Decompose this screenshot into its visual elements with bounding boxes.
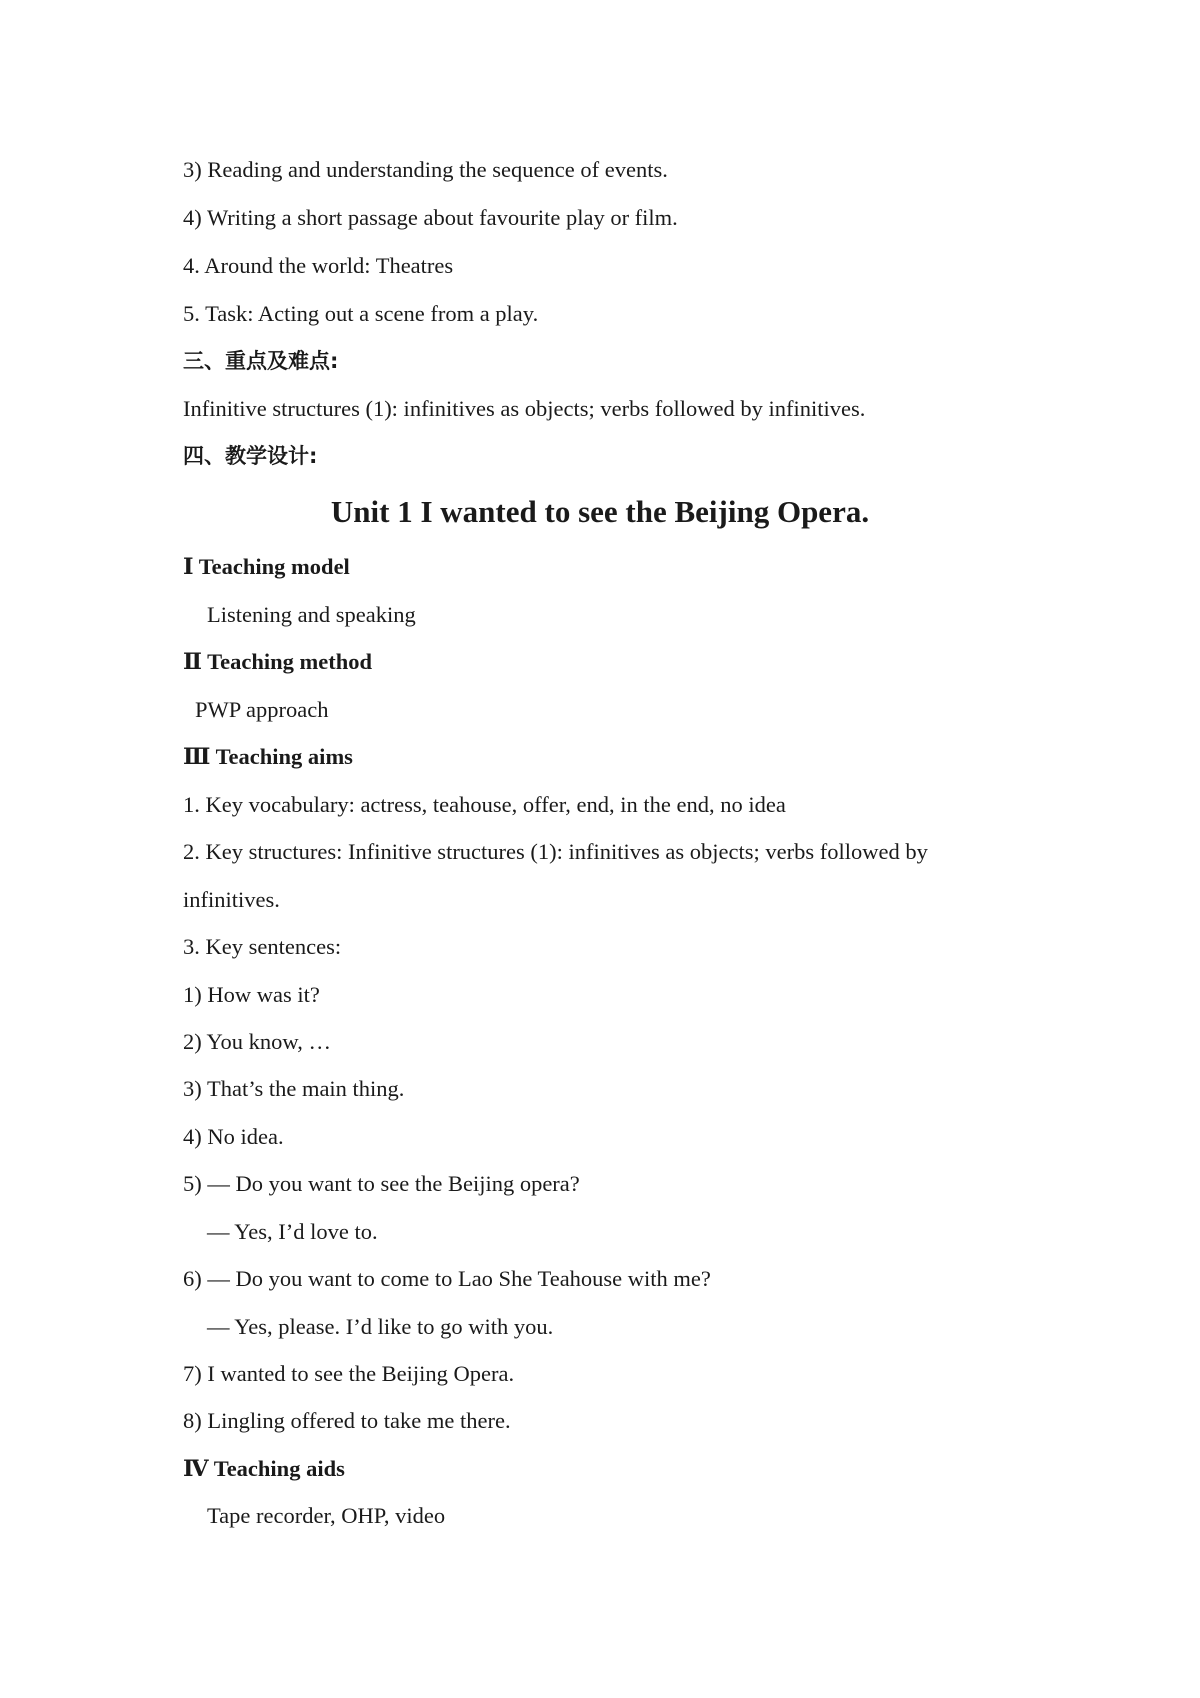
section-heading: Ⅳ Teaching aids <box>183 1456 345 1481</box>
text-line: PWP approach <box>195 697 329 722</box>
text-line: 1) How was it? <box>183 982 320 1007</box>
text-line: Infinitive structures (1): infinitives as objects; verbs followed by infinitives. <box>183 396 866 421</box>
section-heading: 四、教学设计: <box>183 444 318 468</box>
text-line: 2. Key structures: Infinitive structures (1): infinitives as objects; verbs followed by <box>183 839 928 864</box>
text-line: — Yes, please. I’d like to go with you. <box>207 1314 554 1339</box>
section-heading: Ⅲ Teaching aims <box>183 744 353 769</box>
unit-title: Unit 1 I wanted to see the Beijing Opera. <box>330 494 870 529</box>
text-line: 4. Around the world: Theatres <box>183 253 454 278</box>
text-line: 4) Writing a short passage about favourite play or film. <box>183 205 678 230</box>
text-line: 2) You know, … <box>183 1029 331 1054</box>
text-line: 7) I wanted to see the Beijing Opera. <box>183 1361 515 1386</box>
text-line: 6) — Do you want to come to Lao She Teahouse with me? <box>183 1266 711 1291</box>
text-line: Listening and speaking <box>207 602 416 627</box>
text-line: 5) — Do you want to see the Beijing opera? <box>183 1171 580 1196</box>
section-heading: 三、重点及难点: <box>183 349 339 373</box>
section-heading: Ⅰ Teaching model <box>183 554 350 579</box>
text-line: 5. Task: Acting out a scene from a play. <box>183 301 539 326</box>
section-heading: Ⅱ Teaching method <box>183 649 372 674</box>
text-line: infinitives. <box>183 887 280 912</box>
text-line: 3) That’s the main thing. <box>183 1076 405 1101</box>
text-line: 3. Key sentences: <box>183 934 342 959</box>
text-line: 4) No idea. <box>183 1124 284 1149</box>
text-line: — Yes, I’d love to. <box>207 1219 378 1244</box>
text-line: 8) Lingling offered to take me there. <box>183 1408 511 1433</box>
text-line: 3) Reading and understanding the sequence of events. <box>183 157 668 182</box>
text-line: 1. Key vocabulary: actress, teahouse, offer, end, in the end, no idea <box>183 792 786 817</box>
text-line: Tape recorder, OHP, video <box>207 1503 446 1528</box>
